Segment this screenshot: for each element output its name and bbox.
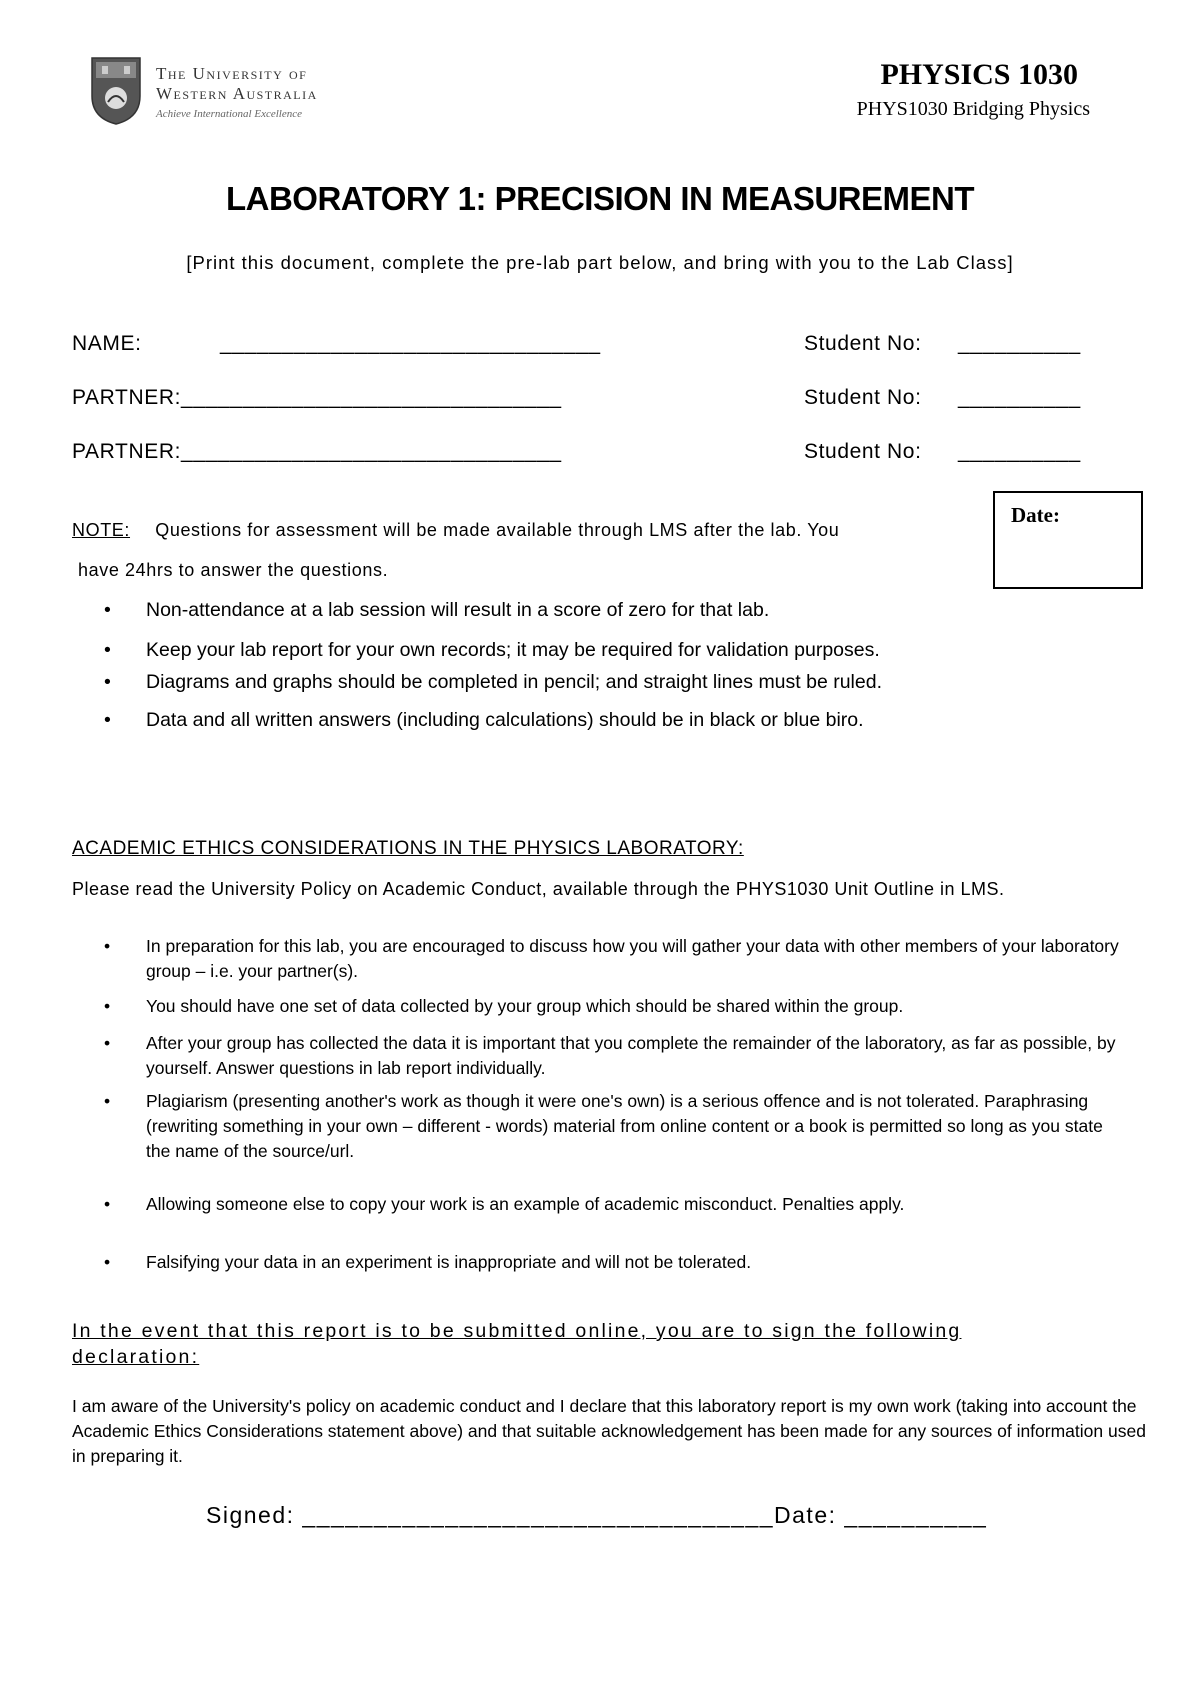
list-item: • You should have one set of data collected by your group which should be shared within the group.: [104, 994, 1124, 1031]
list-item: • After your group has collected the data it is important that you complete the remainder of the laboratory, as far as possible, by yourself. Answer questions in lab report individually.: [104, 1031, 1124, 1089]
student-no-label: Student No:: [804, 332, 922, 355]
student-no-field[interactable]: __________: [958, 332, 1081, 355]
list-item: • Diagrams and graphs should be completed in pencil; and straight lines must be ruled.: [104, 671, 882, 709]
student-no-field[interactable]: __________: [958, 440, 1081, 463]
student-no-field[interactable]: __________: [958, 386, 1081, 409]
signed-label: Signed:: [206, 1502, 295, 1528]
list-item: • Non-attendance at a lab session will result in a score of zero for that lab.: [104, 599, 882, 639]
university-name-line2: Western Australia: [156, 84, 318, 103]
date-box[interactable]: [993, 491, 1143, 589]
name-field[interactable]: _______________________________: [220, 332, 601, 355]
list-item: • Falsifying your data in an experiment is inappropriate and will not be tolerated.: [104, 1250, 1124, 1275]
page-title: LABORATORY 1: PRECISION IN MEASUREMENT: [225, 180, 974, 217]
note-label: NOTE:: [72, 520, 131, 540]
course-name: PHYS1030 Bridging Physics: [856, 98, 1090, 120]
student-no-label: Student No:: [804, 440, 922, 463]
university-crest-icon: [90, 56, 142, 126]
partner-label: PARTNER:: [72, 440, 182, 463]
declaration-heading: In the event that this report is to be submitted online, you are to sign the following declaration:: [72, 1320, 962, 1368]
signature-row: [206, 1502, 987, 1529]
university-logo: [90, 56, 370, 126]
course-code: PHYSICS 1030: [880, 58, 1078, 91]
lab-rules-list: [104, 599, 882, 732]
list-item: • Allowing someone else to copy your work is an example of academic misconduct. Penalties apply.: [104, 1192, 1124, 1250]
note-line-2: have 24hrs to answer the questions.: [78, 560, 389, 580]
declaration-text: I am aware of the University's policy on academic conduct and I declare that this laboratory report is my own work (taking into account the Academic Ethics Considerations statement above) and that suitable acknowledgement has been made for any sources of information used in preparing it.: [72, 1396, 1146, 1466]
ethics-heading: ACADEMIC ETHICS CONSIDERATIONS IN THE PHYSICS LABORATORY:: [72, 838, 744, 859]
instructions: [Print this document, complete the pre-lab part below, and bring with you to the Lab Class]: [186, 252, 1014, 273]
ethics-intro: Please read the University Policy on Academic Conduct, available through the PHYS1030 Unit Outline in LMS.: [72, 879, 1005, 899]
note-text-1: Questions for assessment will be made available through LMS after the lab. You: [155, 520, 840, 540]
partner-field[interactable]: _______________________________: [181, 440, 562, 463]
list-item: • Plagiarism (presenting another's work as though it were one's own) is a serious offence and is not tolerated. Paraphrasing (rewriting something in your own – different - words) material from online content or a book is permitted so long as you state the name of the source/url.: [104, 1089, 1124, 1192]
name-label: NAME:: [72, 332, 142, 355]
university-name-line1: The University of: [156, 64, 308, 83]
partner-field[interactable]: _______________________________: [181, 386, 562, 409]
partner-row-2: [72, 440, 562, 464]
student-no-label: Student No:: [804, 386, 922, 409]
note-line-1: [72, 520, 839, 541]
list-item: • Keep your lab report for your own records; it may be required for validation purposes.: [104, 639, 882, 671]
partner-label: PARTNER:: [72, 386, 182, 409]
date-box-label: Date:: [1011, 503, 1060, 527]
list-item: • In preparation for this lab, you are encouraged to discuss how you will gather your data with other members of your laboratory group – i.e. your partner(s).: [104, 934, 1124, 994]
ethics-list: [104, 934, 1124, 1275]
university-motto: Achieve International Excellence: [156, 108, 302, 120]
list-item: • Data and all written answers (including calculations) should be in black or blue biro.: [104, 709, 882, 732]
signature-date-label: Date:: [774, 1502, 837, 1528]
signature-field[interactable]: _________________________________: [302, 1502, 775, 1528]
signature-date-field[interactable]: __________: [844, 1502, 988, 1528]
partner-row-1: [72, 386, 562, 410]
university-name: [156, 64, 318, 104]
